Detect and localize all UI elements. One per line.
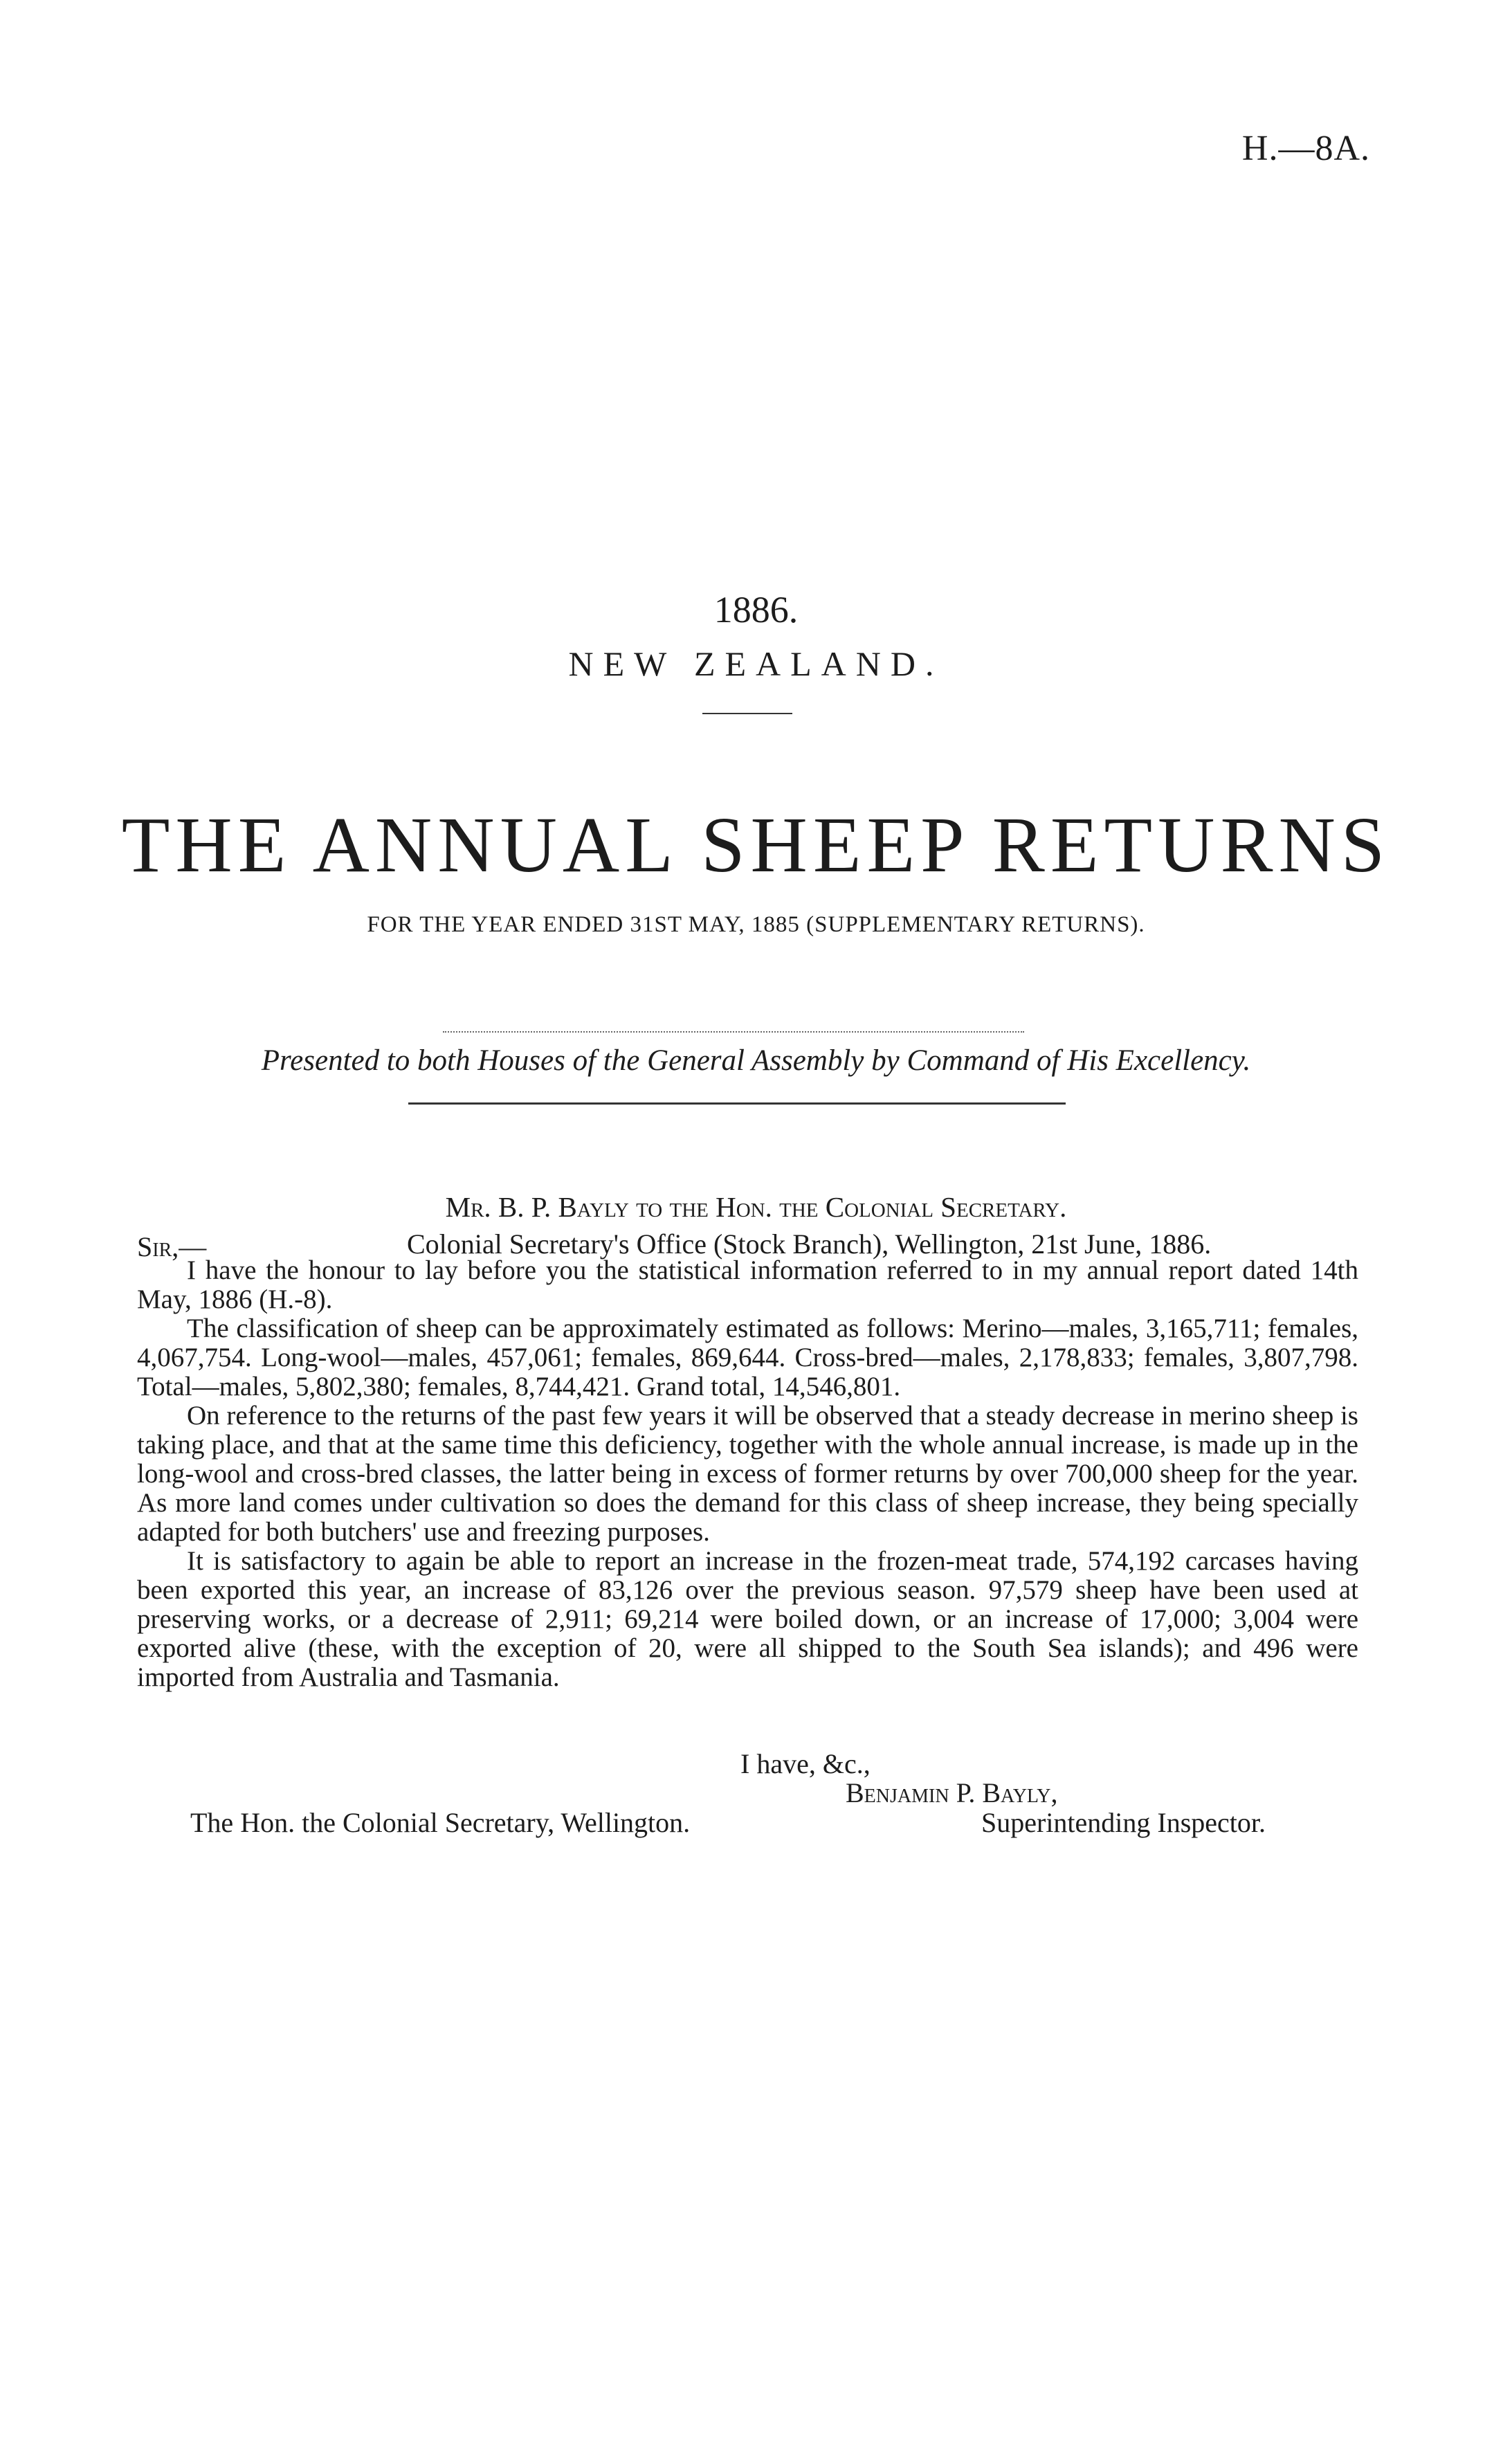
divider-rule — [702, 713, 792, 714]
letter-closing: I have, &c., — [740, 1748, 871, 1779]
letter-heading: Mr. B. P. Bayly to the Hon. the Colonial Secretary. — [445, 1191, 1067, 1223]
signer-title: Superintending Inspector. — [981, 1807, 1266, 1838]
document-subtitle: FOR THE YEAR ENDED 31ST MAY, 1885 (SUPPLEMENTARY RETURNS). — [367, 912, 1145, 937]
presented-rule-bottom — [408, 1102, 1066, 1105]
letter-paragraph: I have the honour to lay before you the statistical information referred to in my annual report dated 14th May, 1886 (H.-8). — [137, 1255, 1358, 1314]
letter-paragraph: It is satisfactory to again be able to report an increase in the frozen-meat trade, 574,192 carcases having been exported this year, an increase of 83,126 over the previous season. 97,579 sheep have been used at preserving works, or a decrease of 2,911; 69,214 were boiled down, or an increase of 17,000; 3,004 were exported alive (these, with the exception of 20, were all shipped to the South Sea islands); and 496 were imported from Australia and Tasmania. — [137, 1546, 1358, 1692]
letter-salutation: Sir,— — [137, 1231, 207, 1262]
letter-addressee: The Hon. the Colonial Secretary, Wellington. — [190, 1807, 691, 1838]
letter-paragraph: The classification of sheep can be approximately estimated as follows: Merino—males, 3,165,711; females, 4,067,754. Long-wool—males, 457,061; females, 869,644. Cross-bred—males, 2,178,833; females, 3,807,798. Total—males, 5,802,380; females, 8,744,421. Grand total, 14,546,801. — [137, 1314, 1358, 1401]
presented-line: Presented to both Houses of the General Assembly by Command of His Excellency. — [261, 1044, 1251, 1077]
country-heading: NEW ZEALAND. — [568, 644, 944, 683]
letter-paragraph: On reference to the returns of the past few years it will be observed that a steady decrease in merino sheep is taking place, and that at the same time this deficiency, together with the whole annual increase, is made up in the long-wool and cross-bred classes, the latter being in excess of former returns by over 700,000 sheep for the year. As more land comes under cultivation so does the demand for this class of sheep increase, they being specially adapted for both butchers' use and freezing purposes. — [137, 1401, 1358, 1547]
document-year: 1886. — [713, 589, 799, 630]
letter-body — [137, 1256, 1358, 1692]
signer-name: Benjamin P. Bayly, — [846, 1777, 1058, 1808]
letter-dateline: Colonial Secretary's Office (Stock Branch), Wellington, 21st June, 1886. — [407, 1228, 1212, 1260]
presented-rule-top — [443, 1031, 1024, 1033]
document-reference: H.—8A. — [1241, 129, 1370, 168]
document-title: THE ANNUAL SHEEP RETURNS — [121, 801, 1391, 889]
